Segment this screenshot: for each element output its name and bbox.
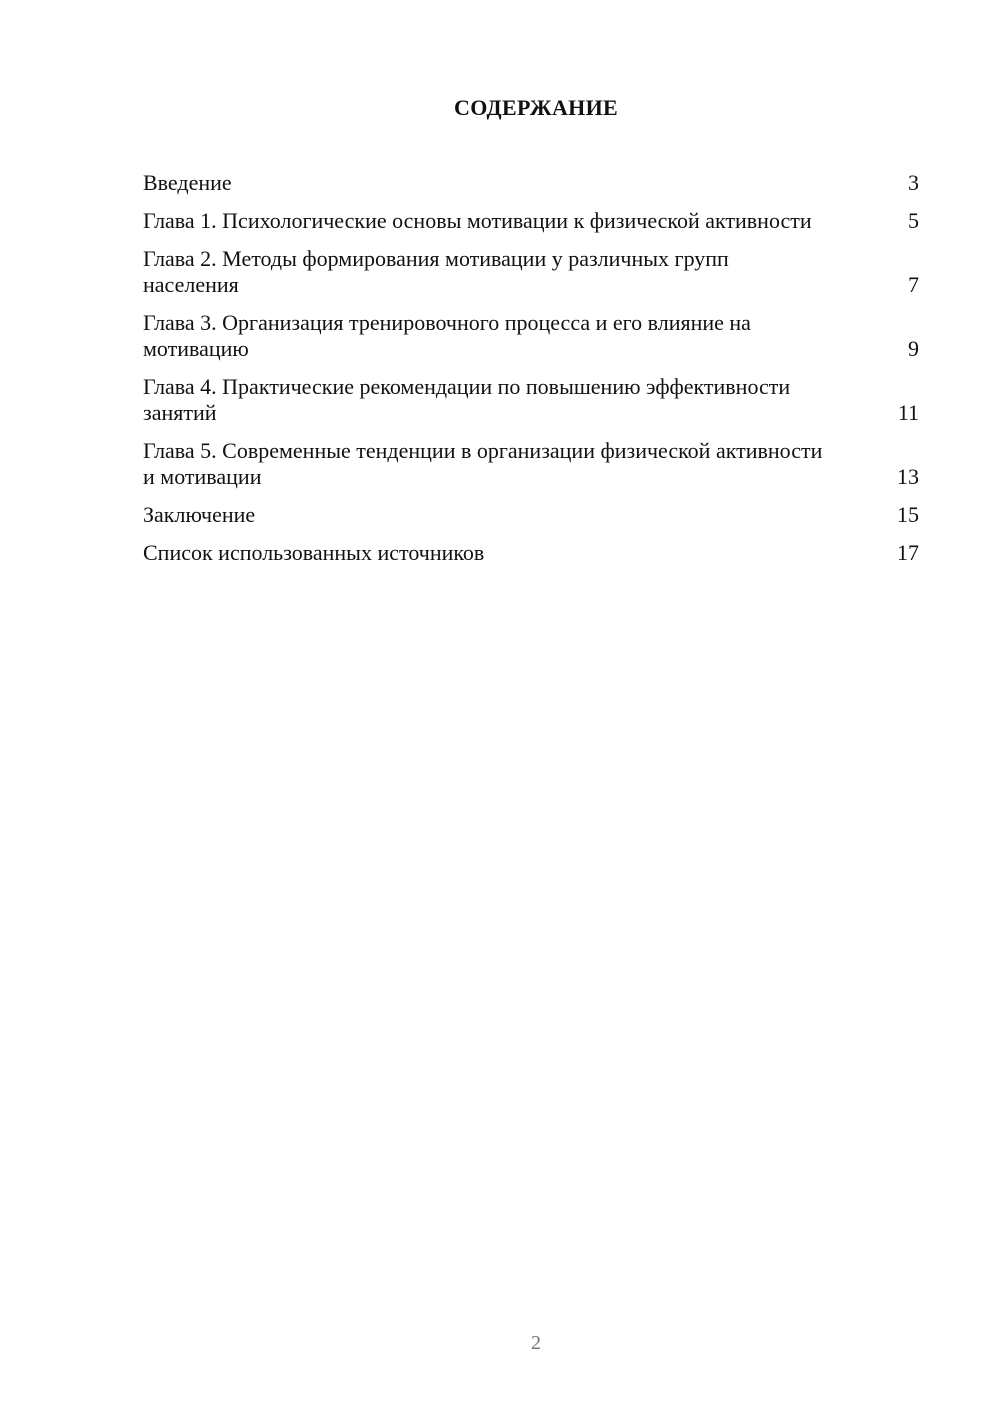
toc-entry-page: 9 (908, 336, 919, 361)
toc-entry-page: 13 (897, 464, 919, 489)
toc-entry-chapter-2 (143, 246, 919, 298)
toc-entry-page: 15 (897, 502, 919, 527)
toc-entry-chapter-4 (143, 374, 919, 426)
toc-entry-chapter-1 (143, 208, 919, 234)
page-title: СОДЕРЖАНИЕ (454, 95, 618, 120)
toc-entry-text: Список использованных источников (143, 540, 485, 565)
toc-entry-text: Введение (143, 170, 232, 195)
toc-entry-page: 11 (897, 400, 919, 425)
toc-entry-chapter-3 (143, 310, 919, 362)
toc-entry-text: Глава 2. Методы формирования мотивации у различных групп населения (143, 246, 729, 297)
toc-entry-introduction (143, 170, 919, 196)
toc-entry-text: Глава 1. Психологические основы мотивации к физической активности (143, 208, 812, 233)
toc-entry-text: Глава 4. Практические рекомендации по повышению эффективности занятий (143, 374, 791, 425)
toc-entry-text: Глава 5. Современные тенденции в организации физической активности и мотивации (143, 438, 823, 489)
toc-entry-text: Заключение (143, 502, 256, 527)
toc-entry-page: 3 (908, 170, 919, 195)
toc-entry-page: 5 (908, 208, 919, 233)
toc-entry-text: Глава 3. Организация тренировочного процесса и его влияние на мотивацию (143, 310, 751, 361)
table-of-contents (143, 170, 919, 578)
toc-entry-page: 17 (897, 540, 919, 565)
toc-entry-chapter-5 (143, 438, 919, 490)
toc-entry-references (143, 540, 919, 566)
toc-entry-page: 7 (908, 272, 919, 297)
page-number: 2 (531, 1332, 541, 1354)
toc-entry-conclusion (143, 502, 919, 528)
